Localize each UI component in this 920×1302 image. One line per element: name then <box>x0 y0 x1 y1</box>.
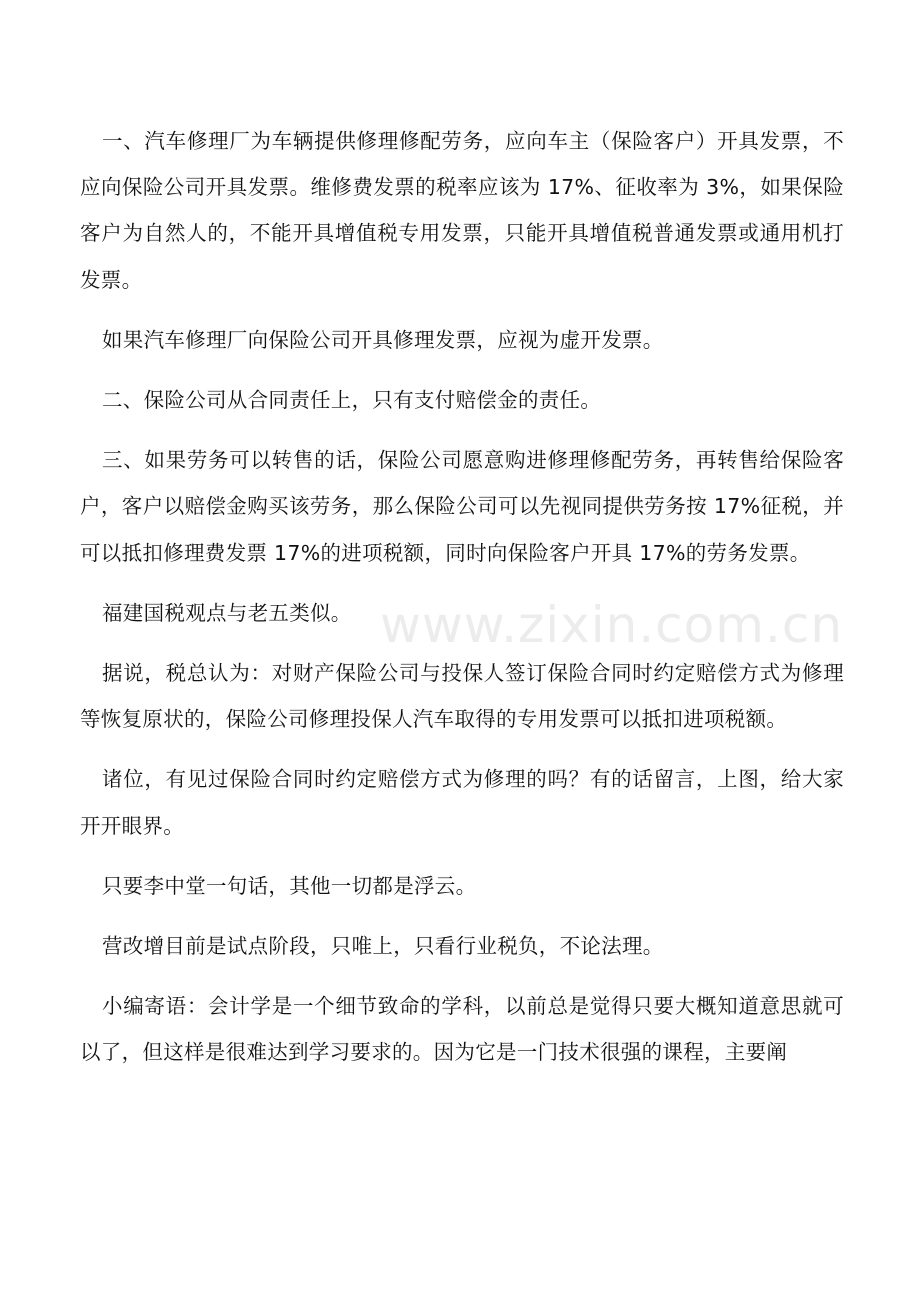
watermark-text: www.zixin.com.cn <box>380 596 844 654</box>
paragraph-3: 二、保险公司从合同责任上，只有支付赔偿金的责任。 <box>102 388 602 413</box>
paragraph-6: 据说，税总认为：对财产保险公司与投保人签订保险合同时约定赔偿方式为修理等恢复原状的，保险公司修理投保人汽车取得的专用发票可以抵扣进项税额。 <box>80 661 844 732</box>
document-body <box>80 118 844 1090</box>
paragraph-5: 福建国税观点与老五类似。 <box>102 600 352 625</box>
paragraph-8: 只要李中堂一句话，其他一切都是浮云。 <box>102 873 477 898</box>
paragraph-2: 如果汽车修理厂向保险公司开具修理发票，应视为虚开发票。 <box>102 327 664 352</box>
paragraph-4: 三、如果劳务可以转售的话，保险公司愿意购进修理修配劳务，再转售给保险客户，客户以赔偿金购买该劳务，那么保险公司可以先视同提供劳务按 17%征税，并可以抵扣修理费发票 17%的进项税额，同时向保险客户开具 17%的劳务发票。 <box>80 448 844 565</box>
paragraph-7: 诸位，有见过保险合同时约定赔偿方式为修理的吗？有的话留言，上图，给大家开开眼界。 <box>80 767 844 838</box>
paragraph-1: 一、汽车修理厂为车辆提供修理修配劳务，应向车主（保险客户）开具发票，不应向保险公司开具发票。维修费发票的税率应该为 17%、征收率为 3%，如果保险客户为自然人的，不能开具增值税专用发票，只能开具增值税普通发票或通用机打发票。 <box>80 129 844 292</box>
paragraph-10: 小编寄语：会计学是一个细节致命的学科，以前总是觉得只要大概知道意思就可以了，但这样是很难达到学习要求的。因为它是一门技术很强的课程，主要阐 <box>80 994 844 1065</box>
paragraph-9: 营改增目前是试点阶段，只唯上，只看行业税负，不论法理。 <box>102 934 664 959</box>
